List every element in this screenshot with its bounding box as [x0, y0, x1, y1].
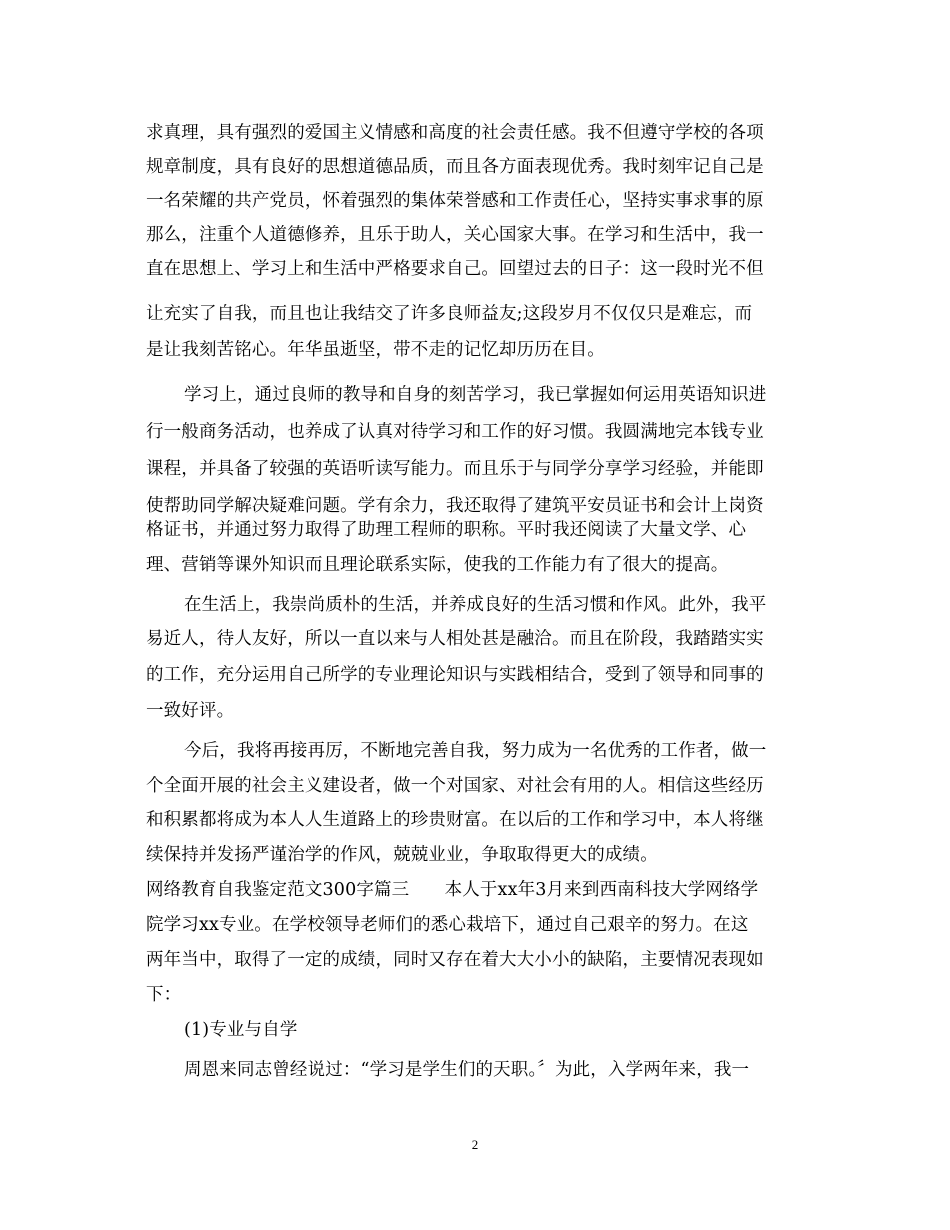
- text-line: 规章制度，具有良好的思想道德品质，而且各方面表现优秀。我时刻牢记自己是: [146, 157, 764, 177]
- text-line: 直在思想上、学习上和生活中严格要求自己。回望过去的日子：这一段时光不但: [146, 259, 764, 279]
- text-line: 让充实了自我，而且也让我结交了许多良师益友;这段岁月不仅仅只是难忘，而: [146, 304, 753, 324]
- text-line: 两年当中，取得了一定的成绩，同时又存在着大大小小的缺陷，主要情况表现如: [146, 950, 764, 970]
- page-number: 2: [471, 1137, 479, 1152]
- text-line: 课程，并具备了较强的英语听读写能力。而且乐于与同学分享学习经验，并能即: [146, 459, 764, 479]
- text-line: 一名荣耀的共产党员，怀着强烈的集体荣誉感和工作责任心，坚持实事求事的原: [146, 191, 764, 211]
- text-line: 理、营销等课外知识而且理论联系实际，使我的工作能力有了很大的提高。: [146, 555, 729, 575]
- paragraph-first-line: 周恩来同志曾经说过：“学习是学生们的天职。〞为此，入学两年来，我一: [184, 1060, 750, 1080]
- text-line: 格证书，并通过努力取得了助理工程师的职称。平时我还阅读了大量文学、心: [146, 520, 747, 540]
- text-line: 院学习xx专业。在学校领导老师们的悉心栽培下，通过自己艰辛的努力。在这: [146, 915, 749, 935]
- text-line: 易近人，待人友好，所以一直以来与人相处甚是融洽。而且在阶段，我踏踏实实: [146, 629, 764, 649]
- paragraph-first-line: 在生活上，我崇尚质朴的生活，并养成良好的生活习惯和作风。此外，我平: [184, 595, 767, 615]
- text-line: 的工作，充分运用自己所学的专业理论知识与实践相结合，受到了领导和同事的: [146, 665, 764, 685]
- paragraph-first-line: 今后，我将再接再厉，不断地完善自我，努力成为一名优秀的工作者，做一: [184, 741, 767, 761]
- text-line: 使帮助同学解决疑难问题。学有余力，我还取得了建筑平安员证书和会计上岗资: [146, 496, 764, 516]
- text-line: 下：: [146, 985, 182, 1005]
- text-line: 是让我刻苦铭心。年华虽逝坚，带不走的记忆却历历在目。: [146, 340, 605, 360]
- paragraph-first-line: 学习上，通过良师的教导和自身的刻苦学习，我已掌握如何运用英语知识进: [184, 385, 767, 405]
- subsection-heading: (1)专业与自学: [184, 1020, 298, 1040]
- text-line: 行一般商务活动，也养成了认真对待学习和工作的好习惯。我圆满地完本钱专业: [146, 422, 764, 442]
- text-line: 续保持并发扬严谨治学的作风，兢兢业业，争取取得更大的成绩。: [146, 845, 658, 865]
- text-line: 个全面开展的社会主义建设者，做一个对国家、对社会有用的人。相信这些经历: [146, 776, 764, 796]
- text-line: 一致好评。: [146, 701, 235, 721]
- text-line: 求真理，具有强烈的爱国主义情感和高度的社会责任感。我不但遵守学校的各项: [146, 123, 764, 143]
- section-heading-line: 网络教育自我鉴定范文300字篇三 本人于xx年3月来到西南科技大学网络学: [146, 880, 759, 900]
- text-line: 那么，注重个人道德修养，且乐于助人，关心国家大事。在学习和生活中，我一: [146, 225, 764, 245]
- text-line: 和积累都将成为本人人生道路上的珍贵财富。在以后的工作和学习中，本人将继: [146, 810, 764, 830]
